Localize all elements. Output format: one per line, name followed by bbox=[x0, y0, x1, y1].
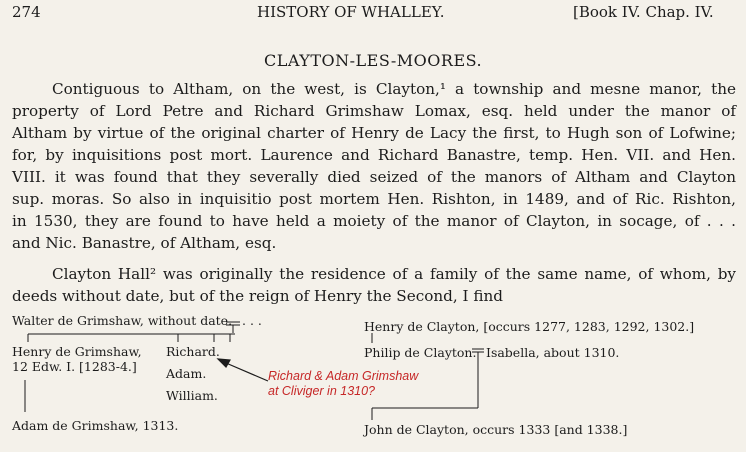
walter-ellipsis: . . . bbox=[242, 313, 262, 328]
note-line-2: at Cliviger in 1310? bbox=[268, 384, 376, 398]
text-line: VIII. it was found that they severally died seized of the manors of Altham and Clayton bbox=[12, 168, 736, 186]
text-line: in 1530, they are found to have held a moiety of the manor of Clayton, in socage, of . . . bbox=[12, 212, 736, 230]
text-line: for, by inquisitions post mort. Laurence and Richard Banastre, temp. Hen. VII. and Hen. bbox=[12, 146, 736, 164]
text-line: Clayton Hall² was originally the residence of a family of the same name, of whom, by bbox=[52, 265, 736, 283]
john-de-clayton: John de Clayton, occurs 1333 [and 1338.] bbox=[364, 422, 628, 437]
text-line: property of Lord Petre and Richard Grimshaw Lomax, esq. held under the manor of bbox=[12, 102, 736, 120]
text-line: Contiguous to Altham, on the west, is Clayton,¹ a township and mesne manor, the bbox=[52, 80, 736, 98]
adam: Adam. bbox=[166, 366, 207, 381]
henry-de-clayton: Henry de Clayton, [occurs 1277, 1283, 1292, 1302.] bbox=[364, 319, 695, 334]
text-line: sup. moras. So also in inquisitio post mortem Hen. Rishton, in 1489, and of Ric. Rishton, bbox=[12, 190, 736, 208]
richard: Richard. bbox=[166, 344, 220, 359]
walter-de-grimshaw: Walter de Grimshaw, without date. bbox=[12, 313, 233, 328]
section-title: CLAYTON-LES-MOORES. bbox=[264, 51, 483, 70]
text-line: Altham by virtue of the original charter of Henry de Lacy the first, to Hugh son of Lofwine; bbox=[12, 124, 736, 142]
henry-de-grimshaw-date: 12 Edw. I. [1283-4.] bbox=[12, 359, 137, 374]
page-number: 274 bbox=[12, 3, 41, 21]
note-line-1: Richard & Adam Grimshaw bbox=[268, 369, 419, 383]
text-line: and Nic. Banastre, of Altham, esq. bbox=[12, 234, 277, 252]
annotation-arrow bbox=[218, 359, 268, 381]
book-chapter: [Book IV. Chap. IV. bbox=[573, 3, 714, 21]
adam-de-grimshaw: Adam de Grimshaw, 1313. bbox=[12, 418, 179, 433]
text-line: deeds without date, but of the reign of Henry the Second, I find bbox=[12, 287, 503, 305]
william: William. bbox=[166, 388, 218, 403]
isabella: Isabella, about 1310. bbox=[486, 345, 620, 360]
philip-de-clayton: Philip de Clayton. bbox=[364, 345, 477, 360]
running-title: HISTORY OF WHALLEY. bbox=[257, 3, 445, 21]
henry-de-grimshaw: Henry de Grimshaw, bbox=[12, 344, 142, 359]
